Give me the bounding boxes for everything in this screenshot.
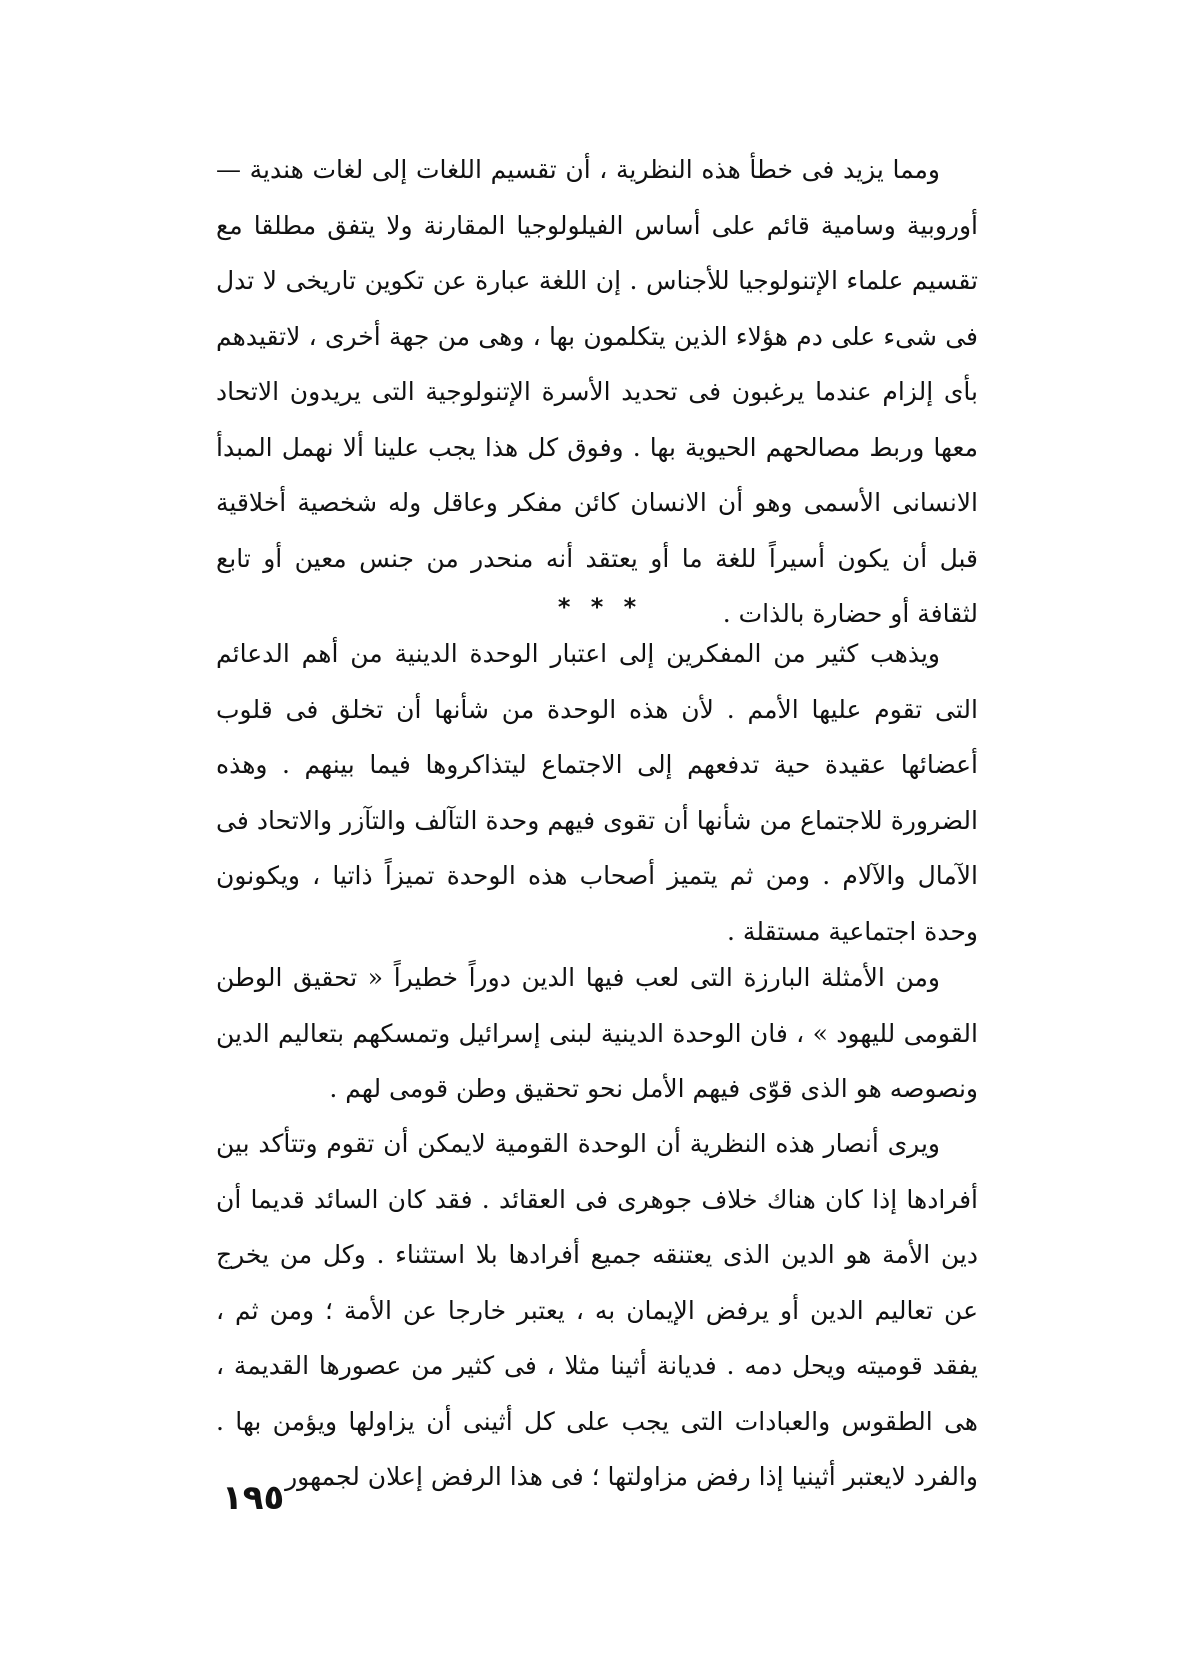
paragraph-text: ويرى أنصار هذه النظرية أن الوحدة القومية لايمكن أن تقوم وتتأكد بين أفرادها إذا كان هناك خلاف جوهرى فى العقائد . فقد كان السائد قديما أن دين الأمة هو الدين الذى يعتنقه جميع أفرادها بلا استثناء . وكل من يخرج عن تعاليم الدين أو يرفض الإيمان به ، يعتبر خارجا عن الأمة ؛ ومن ثم ، يفقد قوميته ويحل دمه . فديانة أثينا مثلا ، فى كثير من عصورها القديمة ، هى الطقوس والعبادات التى يجب على كل أثينى أن يزاولها ويؤمن بها . والفرد لايعتبر أثينيا إذا رفض مزاولتها ؛ فى هذا الرفض إعلان لجمهور [216, 1129, 979, 1491]
paragraph-text: ويذهب كثير من المفكرين إلى اعتبار الوحدة الدينية من أهم الدعائم التى تقوم عليها الأمم . لأن هذه الوحدة من شأنها أن تخلق فى قلوب أعضائها عقيدة حية تدفعهم إلى الاجتماع ليتذاكروها فيما بينهم . وهذه الضرورة للاجتماع من شأنها أن تقوى فيهم وحدة التآلف والتآزر والاتحاد فى الآمال والآلام . ومن ثم يتميز أصحاب هذه الوحدة تميزاً ذاتيا ، ويكونون وحدة اجتماعية مستقلة . [216, 639, 978, 946]
paragraph-example [216, 950, 978, 1117]
paragraph-text: ومما يزيد فى خطأ هذه النظرية ، أن تقسيم اللغات إلى لغات هندية — أوروبية وسامية قائم على أساس الفيلولوجيا المقارنة ولا يتفق مطلقا مع تقسيم علماء الإتنولوجيا للأجناس . إن اللغة عبارة عن تكوين تاريخى لا تدل فى شىء على دم هؤلاء الذين يتكلمون بها ، وهى من جهة أخرى ، لاتقيدهم بأى إلزام عندما يرغبون فى تحديد الأسرة الإتنولوجية التى يريدون الاتحاد معها وربط مصالحهم الحيوية بها . وفوق كل هذا يجب علينا ألا نهمل المبدأ الانسانى الأسمى وهو أن الانسان كائن مفكر وعاقل وله شخصية أخلاقية قبل أن يكون أسيراً للغة ما أو يعتقد أنه منحدر من جنس معين أو تابع لثقافة أو حضارة بالذات . [216, 155, 978, 628]
paragraph-language-theory [216, 142, 978, 642]
paragraph-religious-unity [216, 626, 978, 959]
page-number: ١٩٥ [222, 1478, 285, 1518]
paragraph-text: ومن الأمثلة البارزة التى لعب فيها الدين دوراً خطيراً « تحقيق الوطن القومى لليهود » ، فان الوحدة الدينية لبنى إسرائيل وتمسكهم بتعاليم الدين ونصوصه هو الذى قوّى فيهم الأمل نحو تحقيق وطن قومى لهم . [216, 963, 978, 1103]
section-separator: * * * [557, 593, 643, 621]
paragraph-supporters-view [216, 1116, 978, 1505]
